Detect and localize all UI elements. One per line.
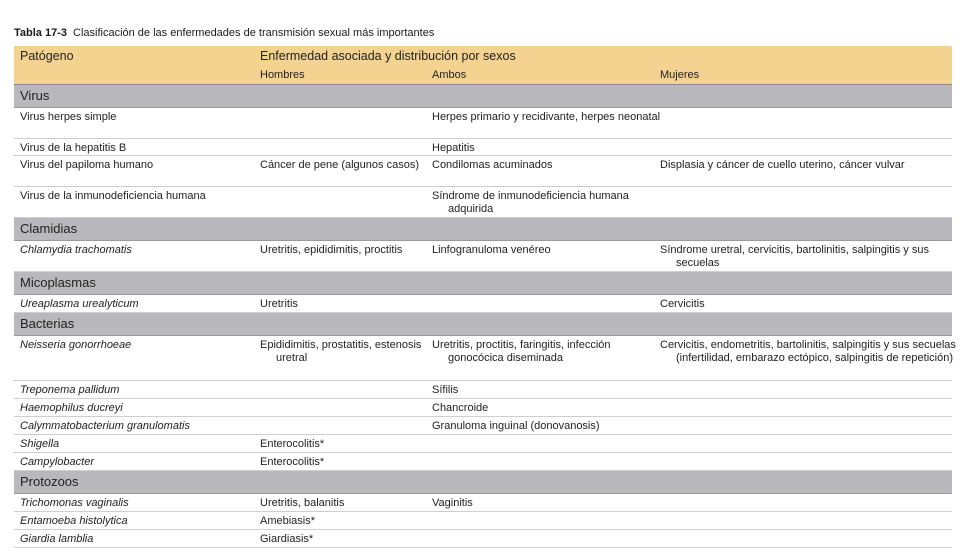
group-label: Clamidias: [20, 221, 78, 236]
table-row: [14, 108, 952, 139]
group-row: [14, 272, 952, 295]
both-cell: Síndrome de inmunodeficiencia humana adquirida: [432, 190, 629, 215]
group-row: [14, 471, 952, 494]
table-row: [14, 399, 952, 417]
pathogen-cell: Neisseria gonorrhoeae: [20, 339, 132, 351]
men-cell: Uretritis, epididimitis, proctitis: [260, 244, 403, 256]
table-subheader-row: [14, 67, 952, 85]
header-pathogen: Patógeno: [20, 49, 74, 63]
men-cell: Enterocolitis*: [260, 456, 325, 468]
table-header-row: [14, 46, 952, 67]
both-cell: Sífilis: [432, 384, 459, 396]
pathogen-cell: Shigella: [20, 438, 60, 450]
table-body: [14, 85, 956, 548]
women-cell: Cervicitis: [660, 298, 705, 310]
women-cell: Displasia y cáncer de cuello uterino, cáncer vulvar: [660, 159, 905, 171]
men-cell: Giardiasis*: [260, 533, 314, 545]
both-cell: Hepatitis: [432, 142, 475, 154]
table-row: [14, 241, 952, 272]
both-cell: Condilomas acuminados: [432, 159, 553, 171]
group-row: [14, 218, 952, 241]
table-row: [14, 336, 956, 381]
table-row: [14, 512, 952, 530]
table-row: [14, 139, 952, 156]
pathogen-cell: Virus herpes simple: [20, 111, 117, 123]
men-cell: Amebiasis*: [260, 515, 316, 527]
men-cell: Cáncer de pene (algunos casos): [260, 159, 419, 171]
group-label: Virus: [20, 88, 50, 103]
men-cell: Enterocolitis*: [260, 438, 325, 450]
pathogen-cell: Virus del papiloma humano: [20, 159, 154, 171]
std-classification-table: [14, 46, 956, 548]
table-row: [14, 417, 952, 435]
group-row: [14, 85, 952, 108]
pathogen-cell: Calymmatobacterium granulomatis: [20, 420, 190, 432]
men-cell: Uretritis, balanitis: [260, 497, 345, 509]
group-label: Protozoos: [20, 474, 79, 489]
table-caption: [14, 27, 434, 39]
both-cell: Linfogranuloma venéreo: [432, 244, 551, 256]
pathogen-cell: Treponema pallidum: [20, 384, 120, 396]
group-label: Micoplasmas: [20, 275, 96, 290]
table-number: Tabla 17-3: [14, 27, 67, 39]
pathogen-cell: Campylobacter: [20, 456, 94, 468]
table-row: [14, 295, 952, 313]
pathogen-cell: Haemophilus ducreyi: [20, 402, 123, 414]
header-men: Hombres: [260, 69, 305, 81]
table-row: [14, 435, 952, 453]
men-cell: Epididimitis, prostatitis, estenosis uretral: [260, 339, 422, 364]
both-cell: Vaginitis: [432, 497, 473, 509]
both-cell: Chancroide: [432, 402, 489, 414]
header-both: Ambos: [432, 69, 467, 81]
pathogen-cell: Trichomonas vaginalis: [20, 497, 129, 509]
pathogen-cell: Entamoeba histolytica: [20, 515, 128, 527]
pathogen-cell: Giardia lamblia: [20, 533, 94, 545]
table-title: Clasificación de las enfermedades de transmisión sexual más importantes: [73, 27, 435, 39]
table-row: [14, 381, 952, 399]
men-cell: Uretritis: [260, 298, 298, 310]
both-cell: Granuloma inguinal (donovanosis): [432, 420, 600, 432]
both-cell: Herpes primario y recidivante, herpes neonatal: [432, 111, 661, 123]
women-cell: Síndrome uretral, cervicitis, bartolinitis, salpingitis y sus secuelas: [660, 244, 929, 269]
table-row: [14, 156, 952, 187]
table-row: [14, 494, 952, 512]
both-cell: Uretritis, proctitis, faringitis, infección gonocócica diseminada: [432, 339, 611, 364]
group-label: Bacterias: [20, 316, 75, 331]
pathogen-cell: Ureaplasma urealyticum: [20, 298, 139, 310]
pathogen-cell: Chlamydia trachomatis: [20, 244, 132, 256]
pathogen-cell: Virus de la inmunodeficiencia humana: [20, 190, 206, 202]
group-row: [14, 313, 952, 336]
header-disease: Enfermedad asociada y distribución por sexos: [260, 49, 516, 63]
header-women: Mujeres: [660, 69, 700, 81]
pathogen-cell: Virus de la hepatitis B: [20, 142, 127, 154]
table-row: [14, 530, 952, 548]
table-row: [14, 187, 952, 218]
women-cell: Cervicitis, endometritis, bartolinitis, salpingitis y sus secuelas (infertilidad, embarazo ectópico, salpingitis de repetición): [660, 339, 956, 364]
table-row: [14, 453, 952, 471]
